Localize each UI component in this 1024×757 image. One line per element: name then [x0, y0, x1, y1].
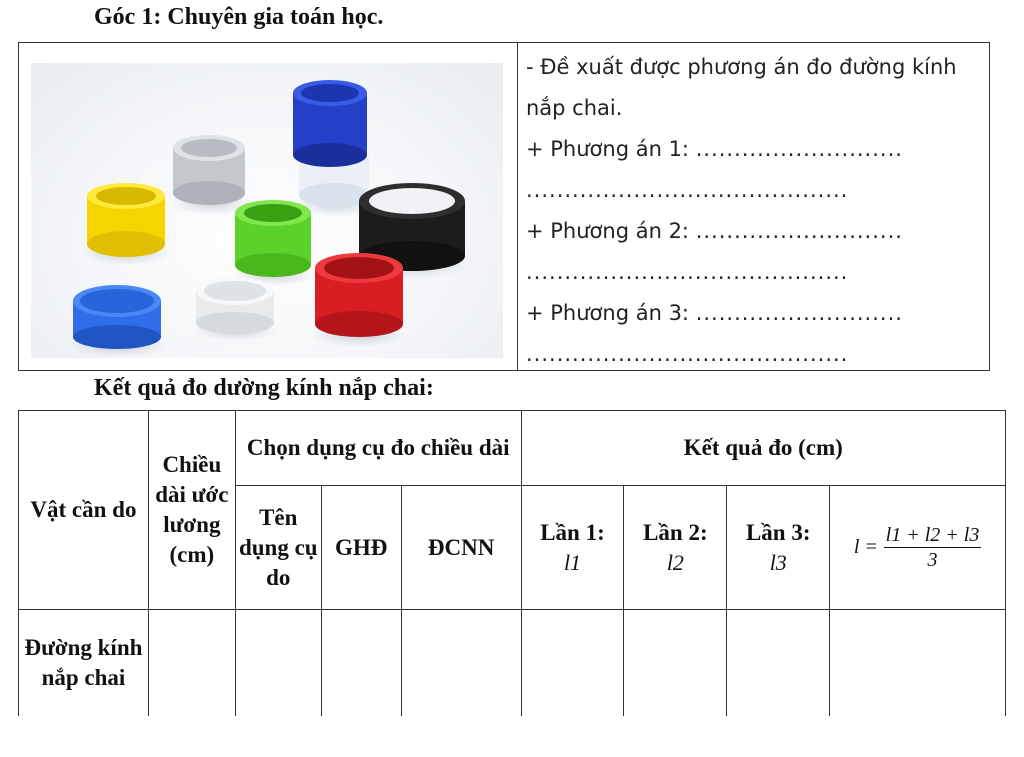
header-trial-1: [521, 486, 624, 610]
trial-2-symbol: l2: [666, 549, 684, 575]
cell-average[interactable]: [830, 610, 1006, 716]
header-tool-name: Tên dụng cụ do: [235, 486, 321, 610]
formula-fraction: [884, 523, 982, 572]
header-result-group: Kết quả đo (cm): [521, 411, 1005, 486]
formula-denominator: 3: [927, 549, 938, 571]
cell-ghd[interactable]: [321, 610, 401, 716]
task-box: [18, 42, 990, 371]
header-object: Vật cần do: [19, 411, 149, 610]
box-divider: [517, 43, 518, 370]
red-cap: [311, 253, 407, 347]
trial-1-label: Lần 1:: [540, 519, 605, 545]
results-title: Kết quả đo dường kính nắp chai:: [94, 375, 434, 401]
formula-lhs: l =: [853, 535, 878, 558]
formula-numerator: l1 + l2 + l3: [885, 524, 980, 546]
header-trial-2: [624, 486, 727, 610]
trial-1-symbol: l1: [563, 549, 582, 575]
bottle-caps-photo: [31, 63, 503, 358]
header-estimate: Chiều dài ước lương (cm): [148, 411, 235, 610]
header-ghd: GHĐ: [321, 486, 401, 610]
cell-estimate[interactable]: [148, 610, 235, 716]
option-label: + Phương án 1:: [526, 137, 696, 161]
green-cap: [232, 200, 316, 286]
cell-trial-1[interactable]: [521, 610, 624, 716]
option-label: + Phương án 2:: [526, 219, 696, 243]
cell-dcnn[interactable]: [401, 610, 521, 716]
answer-line[interactable]: ..........................................: [526, 178, 849, 202]
cell-trial-3[interactable]: [727, 610, 830, 716]
option-3: [526, 293, 986, 334]
task-intro: - Đề xuất được phương án đo đường kính nắp chai.: [526, 55, 957, 120]
trial-2-label: Lần 2:: [643, 519, 708, 545]
header-tool-group: Chọn dụng cụ đo chiều dài: [235, 411, 521, 486]
header-trial-3: [727, 486, 830, 610]
answer-line[interactable]: ...........................: [695, 219, 903, 243]
bottle-caps-illustration: [31, 63, 503, 358]
light-blue-cap: [70, 285, 166, 357]
answer-line[interactable]: ..........................................: [526, 342, 849, 366]
header-average-formula: [830, 486, 1006, 610]
page-title: Góc 1: Chuyên gia toán học.: [94, 4, 384, 30]
task-text: [526, 47, 986, 375]
answer-line[interactable]: ...........................: [695, 301, 903, 325]
option-1: [526, 129, 986, 170]
answer-line[interactable]: ...........................: [695, 137, 903, 161]
header-dcnn: ĐCNN: [401, 486, 521, 610]
trial-3-symbol: l3: [769, 549, 787, 575]
answer-line[interactable]: ..........................................: [526, 260, 849, 284]
trial-3-label: Lần 3:: [745, 519, 811, 545]
results-table: [18, 410, 1006, 716]
gray-cap: [171, 135, 255, 215]
option-label: + Phương án 3:: [526, 301, 696, 325]
option-2: [526, 211, 986, 252]
cell-tool-name[interactable]: [235, 610, 321, 716]
cell-trial-2[interactable]: [624, 610, 727, 716]
row-object: Đường kính nắp chai: [19, 610, 149, 716]
clear-cap: [194, 277, 278, 341]
table-row: [19, 610, 1006, 716]
yellow-cap: [81, 183, 171, 265]
